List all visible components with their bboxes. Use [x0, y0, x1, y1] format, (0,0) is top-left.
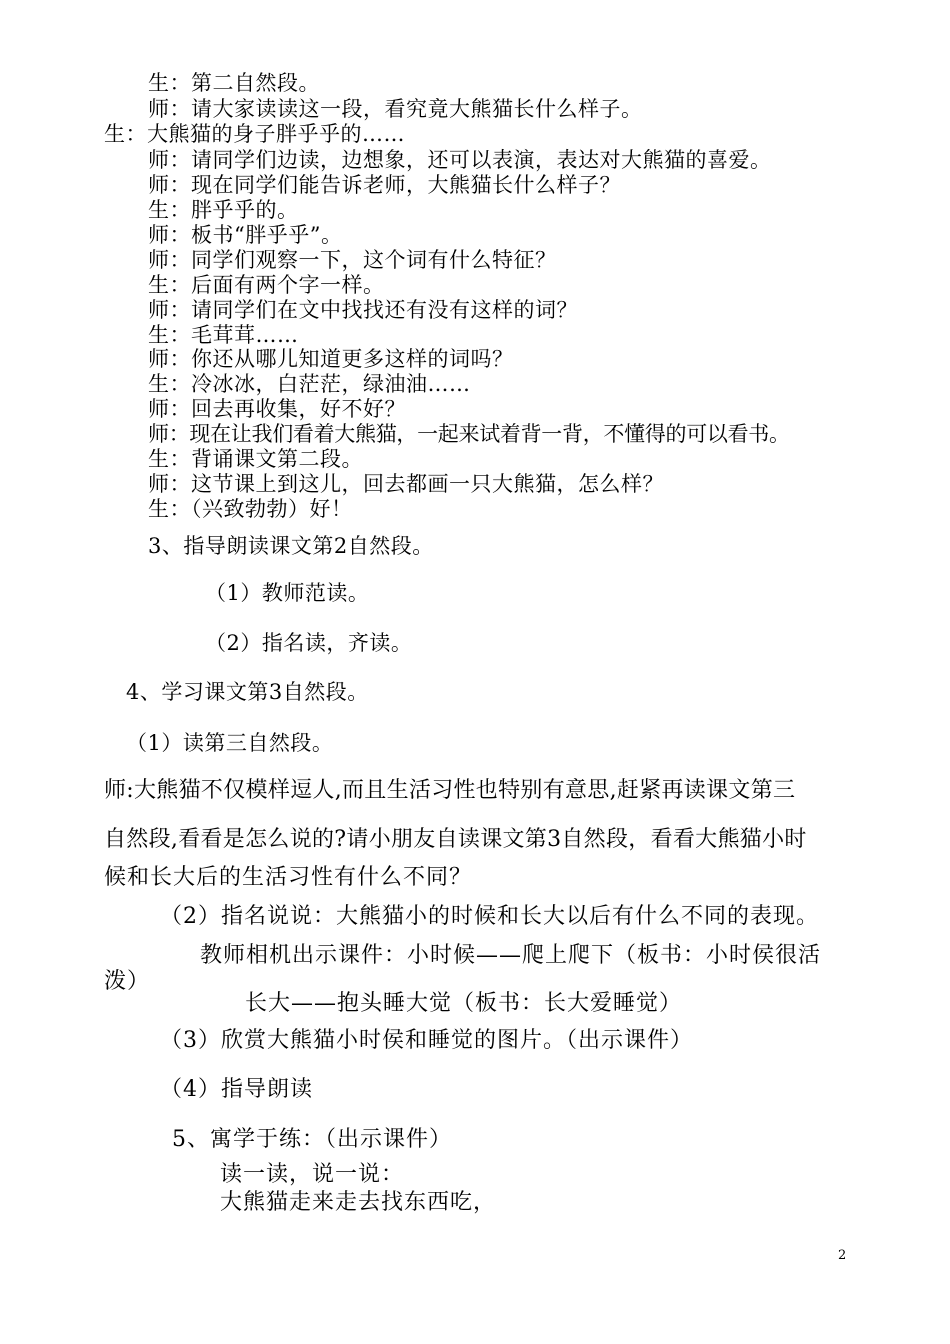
- text-line: 师：回去再收集，好不好？: [148, 397, 406, 421]
- page-number: 2: [838, 1248, 847, 1263]
- text-line: （1）教师范读。: [205, 581, 370, 605]
- text-line: 大熊猫走来走去找东西吃，: [220, 1190, 497, 1215]
- text-line: （2）指名读，齐读。: [205, 631, 413, 655]
- text-line: 生：大熊猫的身子胖乎乎的……: [104, 122, 405, 146]
- text-line: 师：现在让我们看着大熊猫，一起来试着背一背，不懂得的可以看书。: [148, 422, 790, 446]
- text-line: 长大——抱头睡大觉（板书：长大爱睡觉）: [245, 991, 683, 1016]
- text-line: （1）读第三自然段。: [126, 731, 334, 755]
- text-line: 师：你还从哪儿知道更多这样的词吗？: [148, 347, 514, 371]
- text-line: 师:大熊猫不仅模样逗人,而且生活习性也特别有意思,赶紧再读课文第三: [104, 778, 796, 803]
- text-line: 泼）: [104, 969, 151, 994]
- text-line: 生：（兴致勃勃）好！: [148, 497, 353, 521]
- text-line: 师：请大家读读这一段，看究竟大熊猫长什么样子。: [148, 97, 643, 121]
- text-line: 师：板书“胖乎乎”。: [148, 223, 343, 247]
- text-line: 生：毛茸茸……: [148, 323, 299, 347]
- text-line: 生：冷冰冰，白茫茫，绿油油……: [148, 372, 471, 396]
- text-line: 师：这节课上到这儿，回去都画一只大熊猫，怎么样？: [148, 472, 664, 496]
- text-line: 读一读，说一说：: [220, 1162, 405, 1187]
- text-line: 师：现在同学们能告诉老师，大熊猫长什么样子？: [148, 173, 621, 197]
- text-line: 候和长大后的生活习性有什么不同？: [104, 865, 473, 890]
- text-line: 生：后面有两个字一样。: [148, 273, 385, 297]
- section-heading: 3、指导朗读课文第2自然段。: [148, 534, 434, 558]
- section-heading: 5、寓学于练：（出示课件）: [172, 1127, 452, 1152]
- text-line: （3）欣赏大熊猫小时侯和睡觉的图片。（出示课件）: [160, 1028, 693, 1053]
- text-line: 生：胖乎乎的。: [148, 198, 299, 222]
- section-heading: 4、学习课文第3自然段。: [126, 680, 369, 704]
- text-line: 师：请同学们边读，边想象，还可以表演，表达对大熊猫的喜爱。: [148, 148, 772, 172]
- text-line: 生：第二自然段。: [148, 71, 320, 95]
- text-line: 师：请同学们在文中找找还有没有这样的词？: [148, 298, 578, 322]
- text-line: 师：同学们观察一下，这个词有什么特征？: [148, 248, 557, 272]
- text-line: （4）指导朗读: [160, 1077, 313, 1102]
- text-line: 教师相机出示课件：小时候——爬上爬下（板书：小时侯很活: [200, 943, 822, 968]
- text-line: 生：背诵课文第二段。: [148, 447, 363, 471]
- text-line: 自然段,看看是怎么说的?请小朋友自读课文第3自然段，看看大熊猫小时: [104, 827, 807, 852]
- text-line: （2）指名说说：大熊猫小的时候和长大以后有什么不同的表现。: [160, 904, 819, 929]
